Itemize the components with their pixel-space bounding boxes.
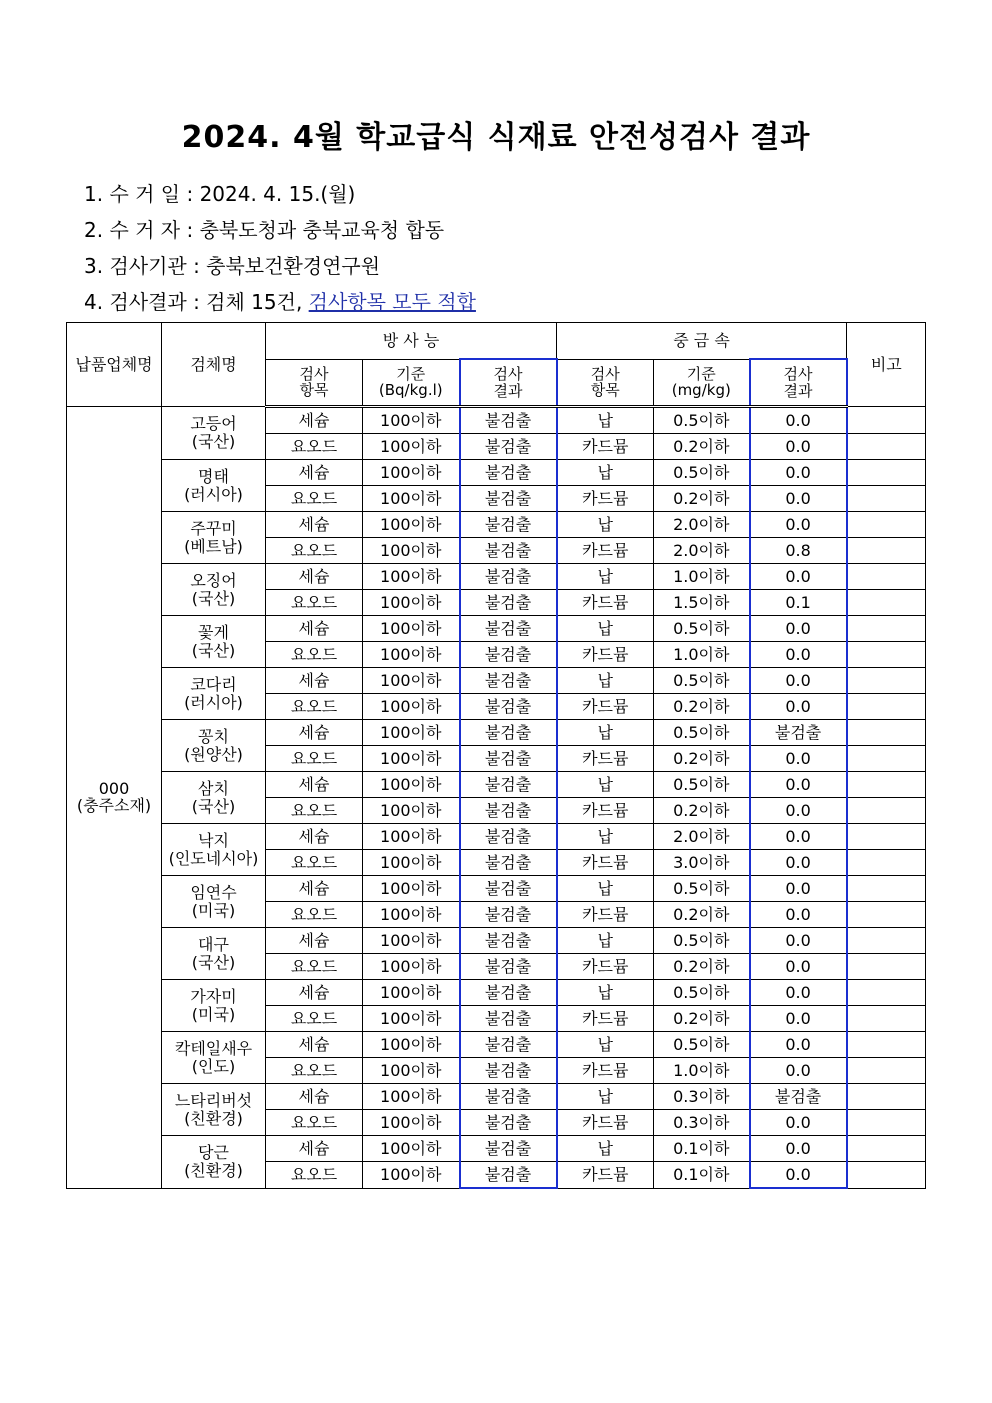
rad-item: 세슘: [266, 720, 363, 746]
header-rad-std: 기준 (Bq/kg.l): [363, 359, 460, 407]
rad-std: 100이하: [363, 772, 460, 798]
table-row: [67, 720, 926, 746]
hm-result: 0.0: [750, 876, 847, 902]
hm-item: 납: [557, 460, 654, 486]
sample-name: 고등어: [190, 414, 237, 434]
hm-result: 0.0: [750, 1110, 847, 1136]
table-row: [67, 1032, 926, 1058]
hm-std: 0.5이하: [654, 616, 750, 642]
note-cell: [847, 720, 926, 746]
rad-item: 요오드: [266, 434, 363, 460]
info-text: 4. 검사결과 : 검체 15건,: [84, 290, 309, 314]
sample-cell: [162, 564, 266, 616]
rad-result: 불검출: [460, 772, 557, 798]
hm-item: 카드뮴: [557, 798, 654, 824]
header-hm-result: 검사 결과: [750, 359, 847, 407]
sample-origin: (인도네시아): [168, 848, 259, 868]
hm-item: 카드뮴: [557, 902, 654, 928]
hm-item: 카드뮴: [557, 642, 654, 668]
sample-name: 칵테일새우: [174, 1038, 253, 1058]
note-cell: [847, 824, 926, 850]
hm-result: 0.0: [750, 824, 847, 850]
info-text: 2. 수 거 자 : 충북도청과 충북교육청 합동: [84, 218, 445, 242]
hm-std: 0.5이하: [654, 980, 750, 1006]
hm-result: 0.0: [750, 668, 847, 694]
table-row: [67, 668, 926, 694]
note-cell: [847, 980, 926, 1006]
vendor-name: 000: [98, 778, 130, 798]
rad-std: 100이하: [363, 720, 460, 746]
rad-std: 100이하: [363, 1006, 460, 1032]
sample-origin: (친환경): [184, 1108, 243, 1128]
hm-std: 0.5이하: [654, 876, 750, 902]
hm-item: 카드뮴: [557, 1162, 654, 1189]
sample-name: 대구: [198, 934, 229, 954]
header-heavy-metal: 중 금 속: [557, 323, 847, 360]
hm-result: 0.0: [750, 486, 847, 512]
rad-item: 세슘: [266, 668, 363, 694]
hm-item: 납: [557, 616, 654, 642]
hm-std: 0.2이하: [654, 746, 750, 772]
rad-item: 세슘: [266, 980, 363, 1006]
rad-item: 요오드: [266, 746, 363, 772]
info-line-agency: [84, 250, 380, 279]
table-row: [67, 772, 926, 798]
rad-result: 불검출: [460, 1058, 557, 1084]
rad-std: 100이하: [363, 460, 460, 486]
note-cell: [847, 538, 926, 564]
rad-result: 불검출: [460, 746, 557, 772]
rad-std: 100이하: [363, 980, 460, 1006]
note-cell: [847, 1162, 926, 1189]
hm-result: 0.0: [750, 1006, 847, 1032]
hm-std: 0.2이하: [654, 486, 750, 512]
table-row: [67, 460, 926, 486]
rad-result: 불검출: [460, 1110, 557, 1136]
results-body: [67, 407, 926, 1189]
note-cell: [847, 564, 926, 590]
hm-item: 납: [557, 720, 654, 746]
hm-result: 0.0: [750, 642, 847, 668]
rad-item: 세슘: [266, 1032, 363, 1058]
table-row: [67, 1136, 926, 1162]
rad-result: 불검출: [460, 642, 557, 668]
hm-item: 납: [557, 772, 654, 798]
hm-result: 0.0: [750, 980, 847, 1006]
rad-std: 100이하: [363, 564, 460, 590]
hm-item: 납: [557, 564, 654, 590]
sample-cell: [162, 720, 266, 772]
hm-result: 0.0: [750, 434, 847, 460]
hm-result: 0.0: [750, 798, 847, 824]
hm-std: 0.1이하: [654, 1136, 750, 1162]
info-line-result: [84, 286, 476, 315]
rad-result: 불검출: [460, 850, 557, 876]
rad-item: 요오드: [266, 590, 363, 616]
hm-std: 0.2이하: [654, 434, 750, 460]
hm-std: 1.0이하: [654, 642, 750, 668]
hm-result: 0.1: [750, 590, 847, 616]
rad-result: 불검출: [460, 1006, 557, 1032]
rad-std: 100이하: [363, 798, 460, 824]
hm-result: 0.0: [750, 902, 847, 928]
hm-item: 카드뮴: [557, 746, 654, 772]
rad-std: 100이하: [363, 486, 460, 512]
note-cell: [847, 694, 926, 720]
hm-std: 0.2이하: [654, 1006, 750, 1032]
sample-cell: [162, 876, 266, 928]
sample-origin: (인도): [191, 1056, 236, 1076]
hm-std: 0.3이하: [654, 1110, 750, 1136]
note-cell: [847, 850, 926, 876]
note-cell: [847, 1110, 926, 1136]
hm-result: 0.0: [750, 512, 847, 538]
hm-std: 0.2이하: [654, 798, 750, 824]
table-row: [67, 980, 926, 1006]
rad-std: 100이하: [363, 434, 460, 460]
sample-name: 오징어: [190, 570, 237, 590]
sample-name: 가자미: [190, 986, 237, 1006]
rad-std: 100이하: [363, 668, 460, 694]
hm-std: 0.2이하: [654, 902, 750, 928]
hm-result: 0.0: [750, 564, 847, 590]
sample-origin: (국산): [191, 432, 236, 451]
rad-result: 불검출: [460, 902, 557, 928]
rad-std: 100이하: [363, 590, 460, 616]
rad-result: 불검출: [460, 512, 557, 538]
hm-std: 3.0이하: [654, 850, 750, 876]
note-cell: [847, 954, 926, 980]
hm-item: 납: [557, 1032, 654, 1058]
rad-item: 요오드: [266, 642, 363, 668]
note-cell: [847, 902, 926, 928]
rad-result: 불검출: [460, 538, 557, 564]
note-cell: [847, 642, 926, 668]
sample-cell: [162, 668, 266, 720]
hm-result: 0.0: [750, 616, 847, 642]
hm-item: 카드뮴: [557, 590, 654, 616]
hm-std: 0.5이하: [654, 1032, 750, 1058]
rad-std: 100이하: [363, 954, 460, 980]
rad-std: 100이하: [363, 407, 460, 434]
rad-result: 불검출: [460, 590, 557, 616]
note-cell: [847, 460, 926, 486]
rad-result: 불검출: [460, 1084, 557, 1110]
hm-std: 1.0이하: [654, 1058, 750, 1084]
sample-cell: [162, 512, 266, 564]
rad-result: 불검출: [460, 1032, 557, 1058]
sample-name: 당근: [198, 1143, 229, 1163]
rad-item: 세슘: [266, 1136, 363, 1162]
info-text: 3. 검사기관 : 충북보건환경연구원: [84, 254, 381, 278]
hm-item: 카드뮴: [557, 850, 654, 876]
hm-item: 납: [557, 928, 654, 954]
hm-item: 납: [557, 407, 654, 434]
vendor-location: (충주소재): [76, 796, 152, 816]
hm-result: 0.0: [750, 407, 847, 434]
header-sample: 검체명: [162, 323, 266, 407]
page-title: 2024. 4월 학교급식 식재료 안전성검사 결과: [181, 120, 811, 155]
rad-result: 불검출: [460, 720, 557, 746]
hm-item: 카드뮴: [557, 1058, 654, 1084]
header-hm-item: 검사 항목: [557, 359, 654, 407]
header-vendor: 납품업체명: [67, 323, 162, 407]
rad-result: 불검출: [460, 668, 557, 694]
rad-result: 불검출: [460, 954, 557, 980]
note-cell: [847, 1058, 926, 1084]
sample-name: 임연수: [190, 882, 237, 902]
note-cell: [847, 928, 926, 954]
rad-std: 100이하: [363, 746, 460, 772]
sample-name: 꽃게: [198, 622, 229, 642]
rad-std: 100이하: [363, 512, 460, 538]
hm-item: 카드뮴: [557, 694, 654, 720]
hm-std: 0.1이하: [654, 1162, 750, 1189]
header-rad-result: 검사 결과: [460, 359, 557, 407]
sample-origin: (국산): [191, 588, 236, 608]
sample-name: 삼치: [198, 778, 229, 798]
header-radiation: 방 사 능: [266, 323, 557, 360]
sample-cell: [162, 1084, 266, 1136]
table-row: [67, 564, 926, 590]
sample-origin: (국산): [191, 952, 236, 972]
sample-cell: [162, 980, 266, 1032]
hm-result: 0.0: [750, 954, 847, 980]
hm-item: 납: [557, 876, 654, 902]
table-row: [67, 407, 926, 434]
sample-name: 낙지: [198, 830, 229, 850]
hm-result: 불검출: [750, 1084, 847, 1110]
sample-name: 주꾸미: [190, 518, 237, 538]
rad-result: 불검출: [460, 798, 557, 824]
result-highlight: 검사항목 모두 적합: [308, 290, 476, 314]
rad-result: 불검출: [460, 486, 557, 512]
hm-result: 0.0: [750, 460, 847, 486]
info-line-date: [84, 178, 355, 207]
hm-std: 1.0이하: [654, 564, 750, 590]
hm-std: 0.5이하: [654, 928, 750, 954]
sample-cell: [162, 1136, 266, 1189]
hm-result: 0.8: [750, 538, 847, 564]
hm-std: 2.0이하: [654, 824, 750, 850]
sample-cell: [162, 928, 266, 980]
rad-result: 불검출: [460, 1162, 557, 1189]
vendor-cell: [67, 407, 162, 1189]
rad-result: 불검출: [460, 1136, 557, 1162]
rad-item: 요오드: [266, 798, 363, 824]
hm-std: 0.3이하: [654, 1084, 750, 1110]
table-row: [67, 824, 926, 850]
sample-origin: (미국): [191, 900, 236, 920]
hm-result: 불검출: [750, 720, 847, 746]
header-note: 비고: [847, 323, 926, 407]
sample-name: 꽁치: [198, 726, 229, 746]
hm-result: 0.0: [750, 772, 847, 798]
rad-std: 100이하: [363, 642, 460, 668]
hm-item: 카드뮴: [557, 1110, 654, 1136]
sample-cell: [162, 1032, 266, 1084]
rad-result: 불검출: [460, 564, 557, 590]
rad-std: 100이하: [363, 1058, 460, 1084]
note-cell: [847, 772, 926, 798]
rad-std: 100이하: [363, 1032, 460, 1058]
hm-result: 0.0: [750, 928, 847, 954]
rad-item: 세슘: [266, 460, 363, 486]
hm-item: 납: [557, 1136, 654, 1162]
sample-name: 코다리: [190, 674, 237, 694]
hm-std: 0.5이하: [654, 460, 750, 486]
rad-std: 100이하: [363, 928, 460, 954]
note-cell: [847, 876, 926, 902]
hm-std: 0.5이하: [654, 772, 750, 798]
rad-item: 세슘: [266, 564, 363, 590]
rad-result: 불검출: [460, 980, 557, 1006]
rad-result: 불검출: [460, 407, 557, 434]
sample-origin: (원양산): [184, 744, 243, 764]
rad-std: 100이하: [363, 824, 460, 850]
hm-result: 0.0: [750, 1136, 847, 1162]
rad-result: 불검출: [460, 824, 557, 850]
rad-result: 불검출: [460, 434, 557, 460]
rad-item: 세슘: [266, 928, 363, 954]
hm-std: 0.5이하: [654, 668, 750, 694]
rad-item: 요오드: [266, 1058, 363, 1084]
hm-item: 납: [557, 668, 654, 694]
rad-std: 100이하: [363, 1084, 460, 1110]
hm-result: 0.0: [750, 1032, 847, 1058]
info-text: 1. 수 거 일 : 2024. 4. 15.(월): [84, 182, 356, 206]
rad-item: 세슘: [266, 876, 363, 902]
sample-cell: [162, 616, 266, 668]
rad-result: 불검출: [460, 460, 557, 486]
hm-result: 0.0: [750, 694, 847, 720]
note-cell: [847, 512, 926, 538]
table-row: [67, 1084, 926, 1110]
table-row: [67, 876, 926, 902]
table-row: [67, 616, 926, 642]
sample-origin: (베트남): [184, 536, 243, 556]
rad-result: 불검출: [460, 876, 557, 902]
info-line-collector: [84, 214, 444, 243]
note-cell: [847, 1084, 926, 1110]
hm-item: 카드뮴: [557, 434, 654, 460]
rad-std: 100이하: [363, 1136, 460, 1162]
sample-cell: [162, 824, 266, 876]
rad-result: 불검출: [460, 616, 557, 642]
sample-origin: (러시아): [184, 484, 243, 504]
hm-item: 납: [557, 980, 654, 1006]
hm-result: 0.0: [750, 850, 847, 876]
hm-result: 0.0: [750, 1058, 847, 1084]
rad-item: 요오드: [266, 1162, 363, 1189]
rad-item: 요오드: [266, 1110, 363, 1136]
rad-item: 세슘: [266, 824, 363, 850]
hm-item: 납: [557, 1084, 654, 1110]
rad-std: 100이하: [363, 694, 460, 720]
sample-origin: (미국): [191, 1004, 236, 1024]
sample-name: 명태: [198, 466, 229, 486]
note-cell: [847, 1032, 926, 1058]
hm-item: 납: [557, 512, 654, 538]
rad-std: 100이하: [363, 538, 460, 564]
rad-std: 100이하: [363, 876, 460, 902]
header-rad-item: 검사 항목: [266, 359, 363, 407]
table-row: [67, 928, 926, 954]
note-cell: [847, 486, 926, 512]
hm-item: 카드뮴: [557, 954, 654, 980]
rad-std: 100이하: [363, 616, 460, 642]
note-cell: [847, 407, 926, 434]
hm-std: 1.5이하: [654, 590, 750, 616]
hm-std: 0.5이하: [654, 407, 750, 434]
sample-origin: (국산): [191, 640, 236, 660]
table-row: [67, 512, 926, 538]
note-cell: [847, 746, 926, 772]
header-hm-std: 기준 (mg/kg): [654, 359, 750, 407]
rad-item: 세슘: [266, 772, 363, 798]
hm-result: 0.0: [750, 746, 847, 772]
hm-std: 2.0이하: [654, 538, 750, 564]
sample-origin: (친환경): [184, 1160, 243, 1180]
sample-cell: [162, 407, 266, 460]
rad-std: 100이하: [363, 1110, 460, 1136]
rad-result: 불검출: [460, 928, 557, 954]
note-cell: [847, 616, 926, 642]
sample-origin: (국산): [191, 796, 236, 816]
hm-item: 카드뮴: [557, 486, 654, 512]
note-cell: [847, 1006, 926, 1032]
rad-result: 불검출: [460, 694, 557, 720]
note-cell: [847, 590, 926, 616]
note-cell: [847, 798, 926, 824]
hm-item: 납: [557, 824, 654, 850]
rad-std: 100이하: [363, 850, 460, 876]
hm-result: 0.0: [750, 1162, 847, 1189]
rad-item: 요오드: [266, 850, 363, 876]
rad-std: 100이하: [363, 902, 460, 928]
hm-item: 카드뮴: [557, 1006, 654, 1032]
rad-std: 100이하: [363, 1162, 460, 1189]
rad-item: 요오드: [266, 902, 363, 928]
hm-item: 카드뮴: [557, 538, 654, 564]
rad-item: 요오드: [266, 1006, 363, 1032]
hm-std: 0.2이하: [654, 694, 750, 720]
hm-std: 2.0이하: [654, 512, 750, 538]
rad-item: 세슘: [266, 616, 363, 642]
note-cell: [847, 1136, 926, 1162]
note-cell: [847, 668, 926, 694]
sample-cell: [162, 772, 266, 824]
rad-item: 요오드: [266, 538, 363, 564]
rad-item: 요오드: [266, 486, 363, 512]
rad-item: 세슘: [266, 512, 363, 538]
results-table: [66, 322, 926, 1189]
hm-std: 0.5이하: [654, 720, 750, 746]
sample-cell: [162, 460, 266, 512]
sample-name: 느타리버섯: [174, 1090, 253, 1110]
rad-item: 세슘: [266, 1084, 363, 1110]
rad-item: 요오드: [266, 694, 363, 720]
note-cell: [847, 434, 926, 460]
rad-item: 세슘: [266, 407, 363, 434]
rad-item: 요오드: [266, 954, 363, 980]
hm-std: 0.2이하: [654, 954, 750, 980]
sample-origin: (러시아): [184, 692, 243, 712]
